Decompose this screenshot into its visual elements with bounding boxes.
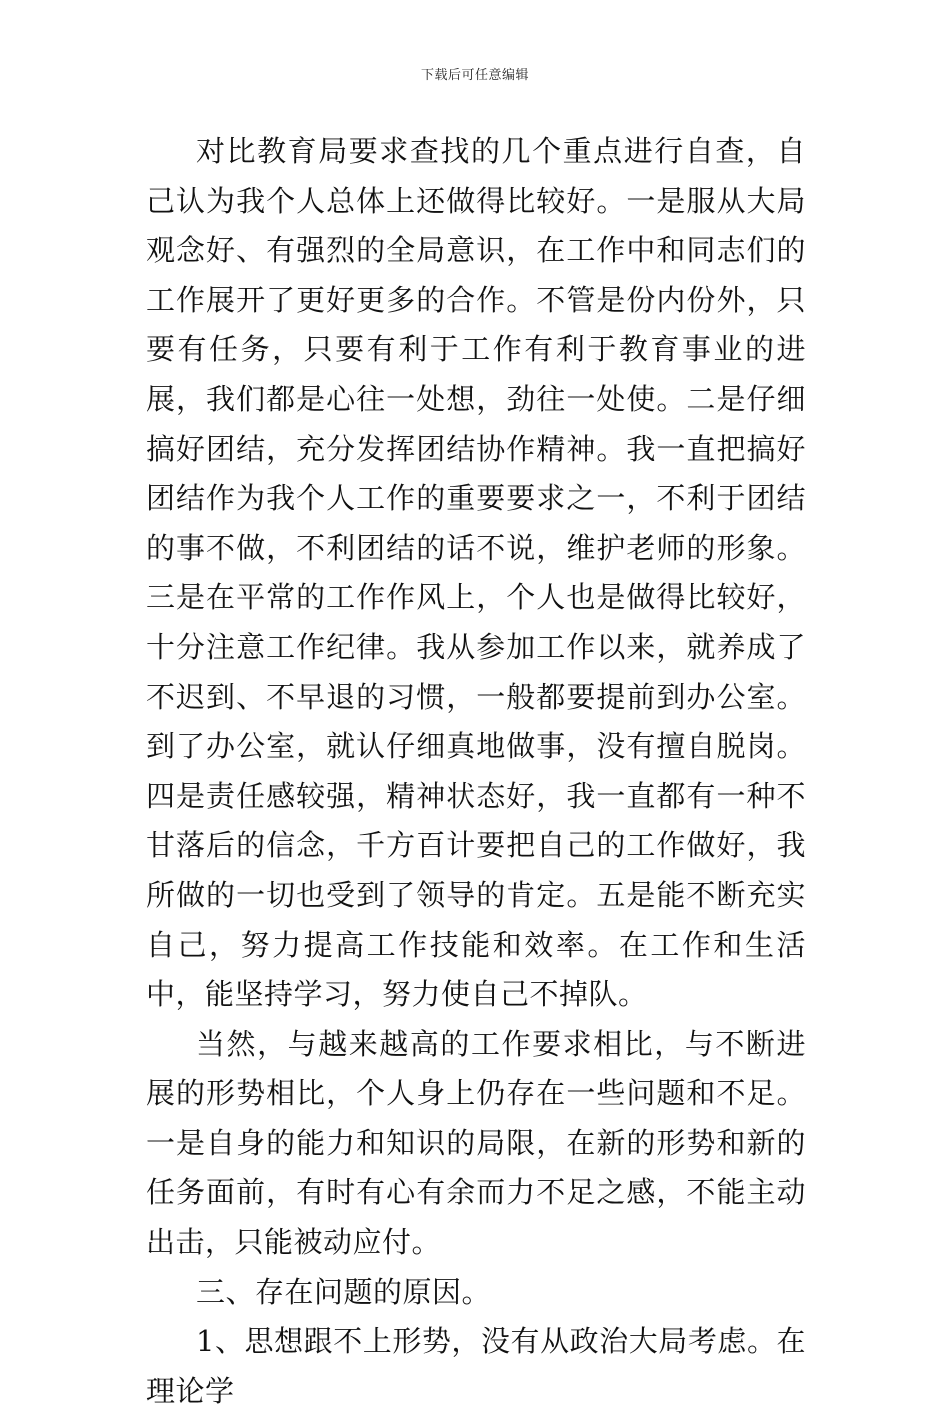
header-note: 下载后可任意编辑 bbox=[420, 68, 529, 83]
paragraph-section-heading: 三、存在问题的原因。 bbox=[196, 1274, 492, 1309]
paragraph-shortcomings: 当然，与越来越高的工作要求相比，与不断进展的形势相比，个人身上仍存在一些问题和不足。一是自身的能力和知识的局限，在新的形势和新的任务面前，有时有心有余而力不足之感，不能主动出击，只能被动应付。 bbox=[146, 1026, 806, 1260]
paragraph-cause-one: 1、思想跟不上形势，没有从政治大局考虑。在理论学 bbox=[146, 1324, 806, 1408]
paragraph-self-review: 对比教育局要求查找的几个重点进行自查，自己认为我个人总体上还做得比较好。一是服从大局观念好、有强烈的全局意识，在工作中和同志们的工作展开了更好更多的合作。不管是份内份外，只要有任务，只要有利于工作有利于教育事业的进展，我们都是心往一处想，劲往一处使。二是仔细搞好团结，充分发挥团结协作精神。我一直把搞好团结作为我个人工作的重要要求之一，不利于团结的事不做，不利团结的话不说，维护老师的形象。三是在平常的工作作风上，个人也是做得比较好，十分注意工作纪律。我从参加工作以来，就养成了不迟到、不早退的习惯，一般都要提前到办公室。到了办公室，就认仔细真地做事，没有擅自脱岗。四是责任感较强，精神状态好，我一直都有一种不甘落后的信念，千方百计要把自己的工作做好，我所做的一切也受到了领导的肯定。五是能不断充实自己，努力提高工作技能和效率。在工作和生活中，能坚持学习，努力使自己不掉队。 bbox=[146, 134, 806, 1012]
document-body bbox=[146, 127, 806, 1416]
